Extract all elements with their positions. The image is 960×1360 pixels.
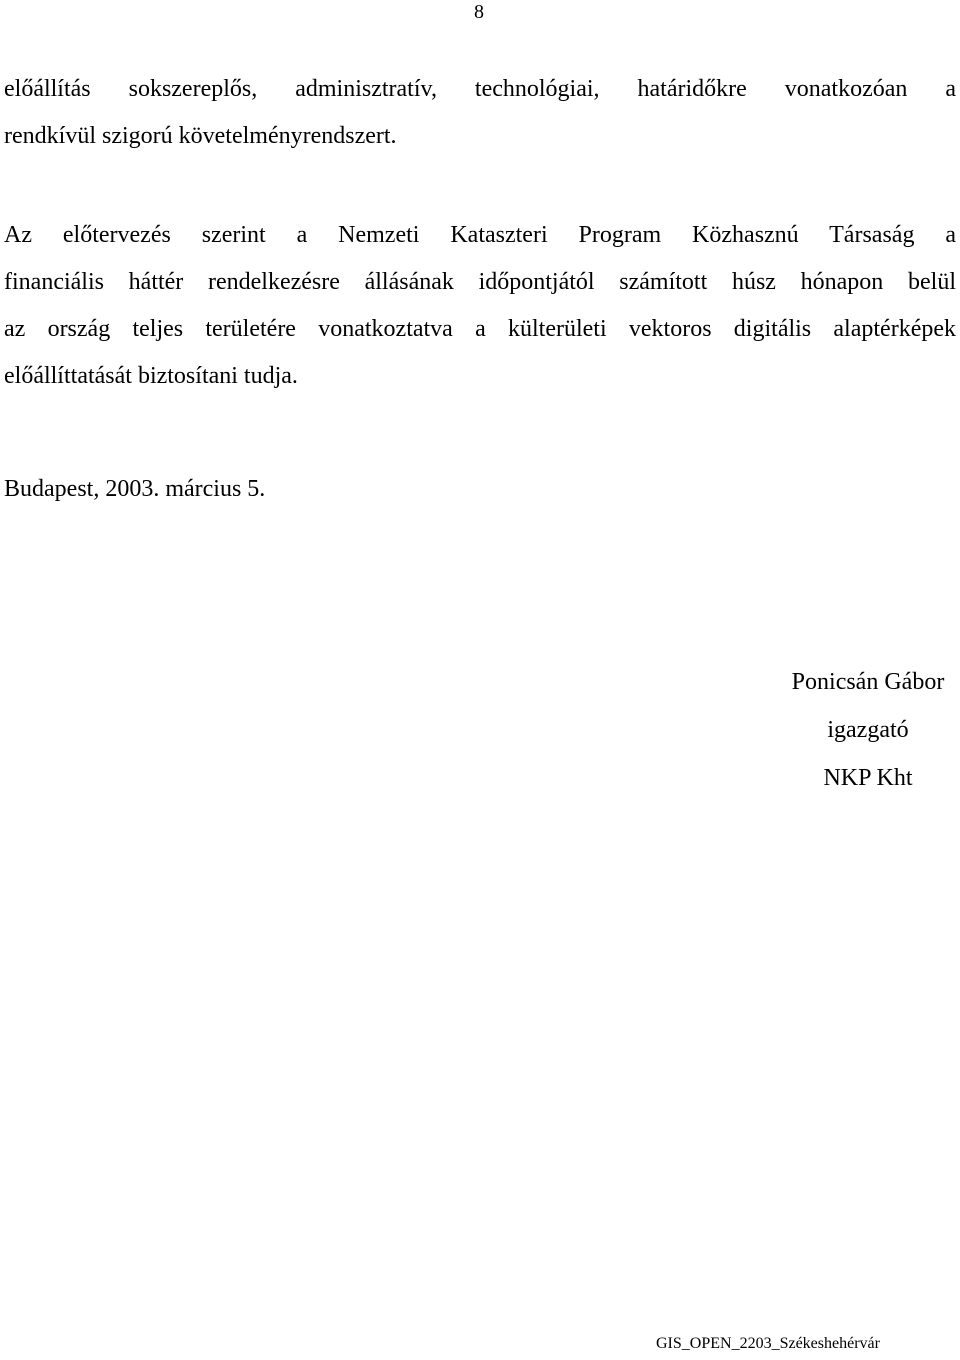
paragraph-1 xyxy=(4,66,956,160)
paragraph-line: előállíttatását biztosítani tudja. xyxy=(4,363,298,389)
paragraph-line: financiális háttér rendelkezésre állásának időpontjától számított húsz hónapon belül xyxy=(4,269,956,295)
paragraph-line: előállítás sokszereplős, adminisztratív, technológiai, határidőkre vonatkozóan a xyxy=(4,76,956,102)
date-line: Budapest, 2003. március 5. xyxy=(4,476,266,502)
paragraph-line: az ország teljes területére vonatkoztatva a külterületi vektoros digitális alaptérképek xyxy=(4,316,956,342)
signature-block xyxy=(770,658,960,802)
paragraph-line: rendkívül szigorú követelményrendszert. xyxy=(4,123,397,149)
page-footer: GIS_OPEN_2203_Székeshehérvár xyxy=(656,1335,880,1352)
signatory-name: Ponicsán Gábor xyxy=(791,669,945,695)
paragraph-line: Az előtervezés szerint a Nemzeti Kataszteri Program Közhasznú Társaság a xyxy=(4,222,956,248)
signatory-organization: NKP Kht xyxy=(823,765,913,791)
signatory-title: igazgató xyxy=(827,717,909,743)
paragraph-2 xyxy=(4,212,956,400)
page-number: 8 xyxy=(474,1,484,23)
